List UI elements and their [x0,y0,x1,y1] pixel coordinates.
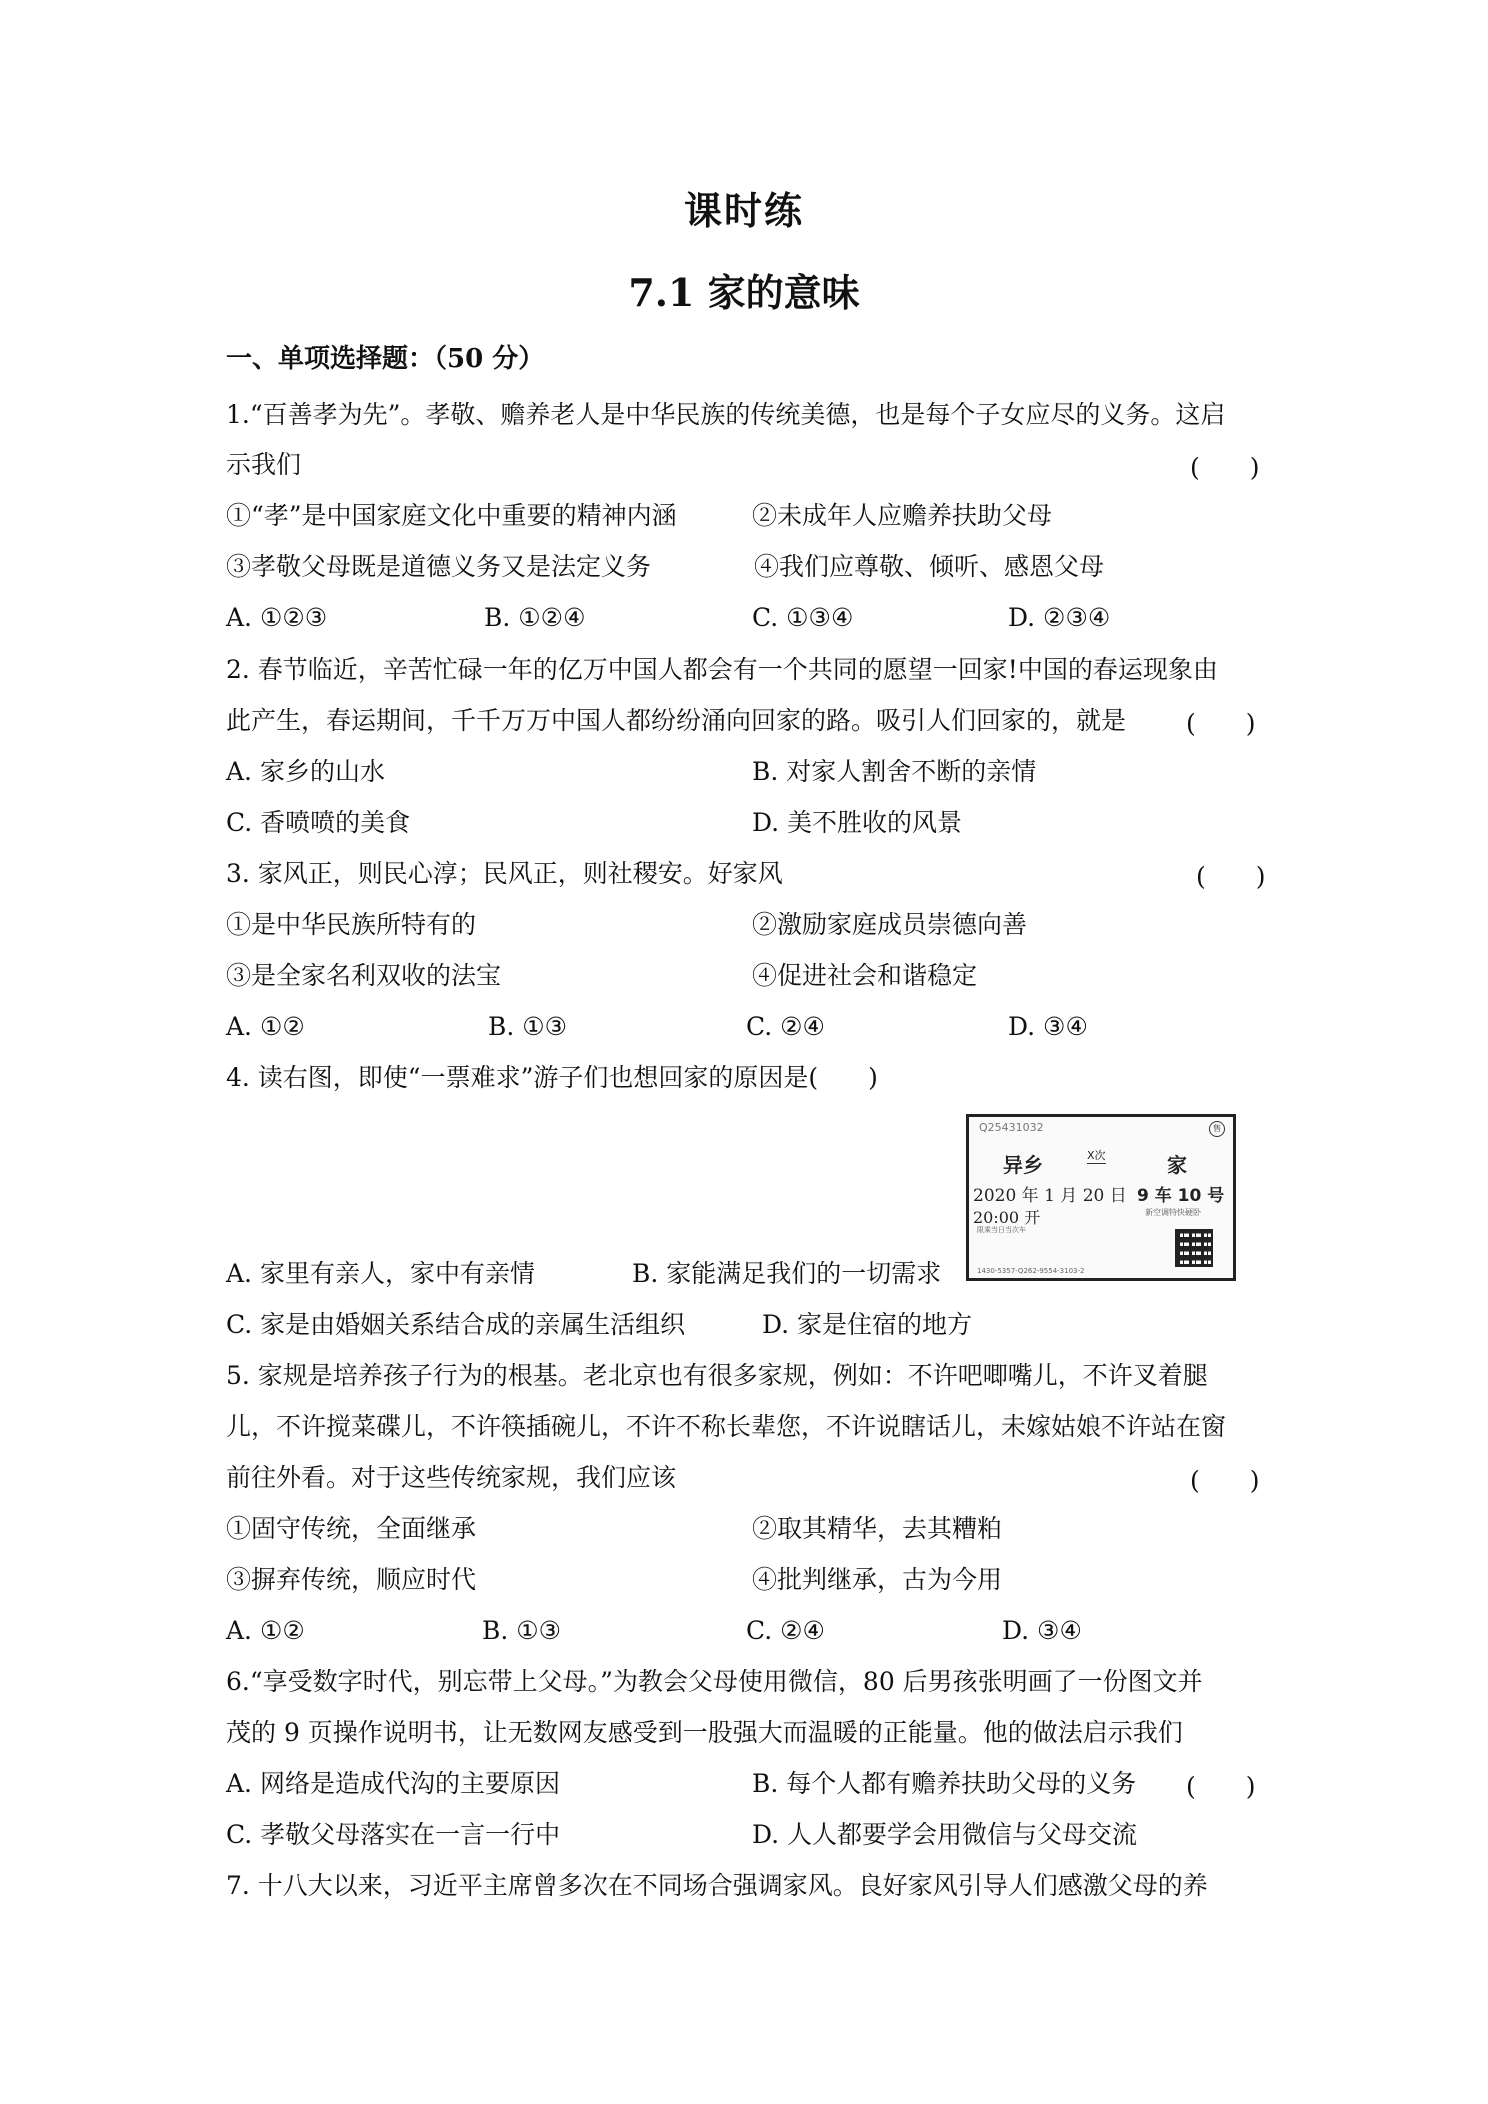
q5-stem-line3: 前往外看。对于这些传统家规，我们应该 [226,1463,677,1492]
q3-statement-2: ②激励家庭成员崇德向善 [752,910,1028,939]
page-title: 课时练 [683,188,804,233]
q3-statement-1: ①是中华民族所特有的 [226,910,477,939]
q5-statement-3: ③摒弃传统，顺应时代 [226,1565,477,1594]
section-heading: 一、单项选择题：（50 分） [226,344,545,374]
q1-statement-3: ③孝敬父母既是道德义务又是法定义务 [226,552,652,581]
ticket-code: Q25431032 [979,1121,1044,1134]
ticket-note: 限乘当日当次车 [977,1226,1026,1234]
q5-option-b: B. ①③ [482,1616,562,1645]
q3-statement-4: ④促进社会和谐稳定 [752,961,978,990]
q5-stem-line1: 5. 家规是培养孩子行为的根基。老北京也有很多家规，例如：不许吧唧嘴儿，不许叉着腿 [226,1361,1208,1390]
q2-option-a: A. 家乡的山水 [226,757,385,786]
lesson-title: 7.1 家的意味 [628,270,860,315]
q2-stem-line1: 2. 春节临近，辛苦忙碌一年的亿万中国人都会有一个共同的愿望一回家!中国的春运现象由 [226,655,1218,684]
q5-option-d: D. ③④ [1002,1616,1082,1645]
q1-option-b: B. ①②④ [484,603,586,632]
q2-option-d: D. 美不胜收的风景 [752,808,963,837]
q3-option-b: B. ①③ [488,1012,568,1041]
q6-option-b: B. 每个人都有赡养扶助父母的义务 [752,1769,1137,1798]
q3-option-c: C. ②④ [746,1012,825,1041]
q2-option-c: C. 香喷喷的美食 [226,808,411,837]
ticket-origin: 异乡 [1003,1153,1043,1177]
ticket-seat: 9 车 10 号 [1137,1186,1225,1206]
q5-statement-4: ④批判继承，古为今用 [752,1565,1003,1594]
q5-answer-blank: ( ) [1190,1466,1260,1495]
ticket-serial: 1430-5357-Q262-9554-3103-2 [977,1267,1085,1275]
q4-option-b: B. 家能满足我们的一切需求 [632,1259,942,1288]
q6-option-d: D. 人人都要学会用微信与父母交流 [752,1820,1138,1849]
q3-stem: 3. 家风正，则民心淳；民风正，则社稷安。好家风 [226,859,783,888]
q7-stem-line1: 7. 十八大以来，习近平主席曾多次在不同场合强调家风。良好家风引导人们感激父母的养 [226,1871,1208,1900]
train-ticket-image [966,1114,1236,1281]
q1-stem-line1: 1.“百善孝为先”。孝敬、赡养老人是中华民族的传统美德，也是每个子女应尽的义务。这启 [226,400,1226,429]
q2-answer-blank: ( ) [1186,709,1256,738]
q6-answer-blank: ( ) [1186,1772,1256,1801]
q3-option-d: D. ③④ [1008,1012,1088,1041]
ticket-destination: 家 [1167,1153,1187,1177]
ticket-badge-icon: 售 [1209,1121,1225,1137]
q2-option-b: B. 对家人割舍不断的亲情 [752,757,1037,786]
ticket-date: 2020 年 1 月 20 日 [973,1186,1127,1206]
q6-stem-line2: 茂的 9 页操作说明书，让无数网友感受到一股强大而温暖的正能量。他的做法启示我们 [226,1718,1183,1747]
q1-statement-1: ①“孝”是中国家庭文化中重要的精神内涵 [226,501,677,530]
q5-statement-1: ①固守传统，全面继承 [226,1514,477,1543]
qr-code-icon [1175,1229,1213,1267]
q1-option-a: A. ①②③ [226,603,328,632]
ticket-departure-time: 20:00 开 [973,1208,1041,1227]
q5-stem-line2: 儿，不许搅菜碟儿，不许筷插碗儿，不许不称长辈您，不许说瞎话儿，未嫁姑娘不许站在窗 [226,1412,1227,1441]
q5-statement-2: ②取其精华，去其糟粕 [752,1514,1003,1543]
q3-answer-blank: ( ) [1196,862,1266,891]
ticket-train-number: X次 [1087,1149,1106,1162]
q3-option-a: A. ①② [226,1012,305,1041]
q4-option-d: D. 家是住宿的地方 [762,1310,973,1339]
q6-option-a: A. 网络是造成代沟的主要原因 [226,1769,560,1798]
q5-option-c: C. ②④ [746,1616,825,1645]
q1-statement-2: ②未成年人应赡养扶助父母 [752,501,1053,530]
q1-statement-4: ④我们应尊敬、倾听、感恩父母 [754,552,1105,581]
q4-option-c: C. 家是由婚姻关系结合成的亲属生活组织 [226,1310,686,1339]
q4-option-a: A. 家里有亲人，家中有亲情 [226,1259,535,1288]
q5-option-a: A. ①② [226,1616,305,1645]
q2-stem-line2: 此产生，春运期间，千千万万中国人都纷纷涌向回家的路。吸引人们回家的，就是 [226,706,1127,735]
q6-option-c: C. 孝敬父母落实在一言一行中 [226,1820,561,1849]
q4-stem: 4. 读右图，即使“一票难求”游子们也想回家的原因是( ) [226,1063,878,1092]
q3-statement-3: ③是全家名利双收的法宝 [226,961,502,990]
q1-stem-line2: 示我们 [226,450,302,479]
q6-stem-line1: 6.“享受数字时代，别忘带上父母。”为教会父母使用微信，80 后男孩张明画了一份图文并 [226,1667,1203,1696]
q1-option-d: D. ②③④ [1008,603,1111,632]
q1-answer-blank: ( ) [1190,453,1260,482]
ticket-seat-type: 新空调特快硬卧 [1145,1208,1201,1217]
q1-option-c: C. ①③④ [752,603,854,632]
